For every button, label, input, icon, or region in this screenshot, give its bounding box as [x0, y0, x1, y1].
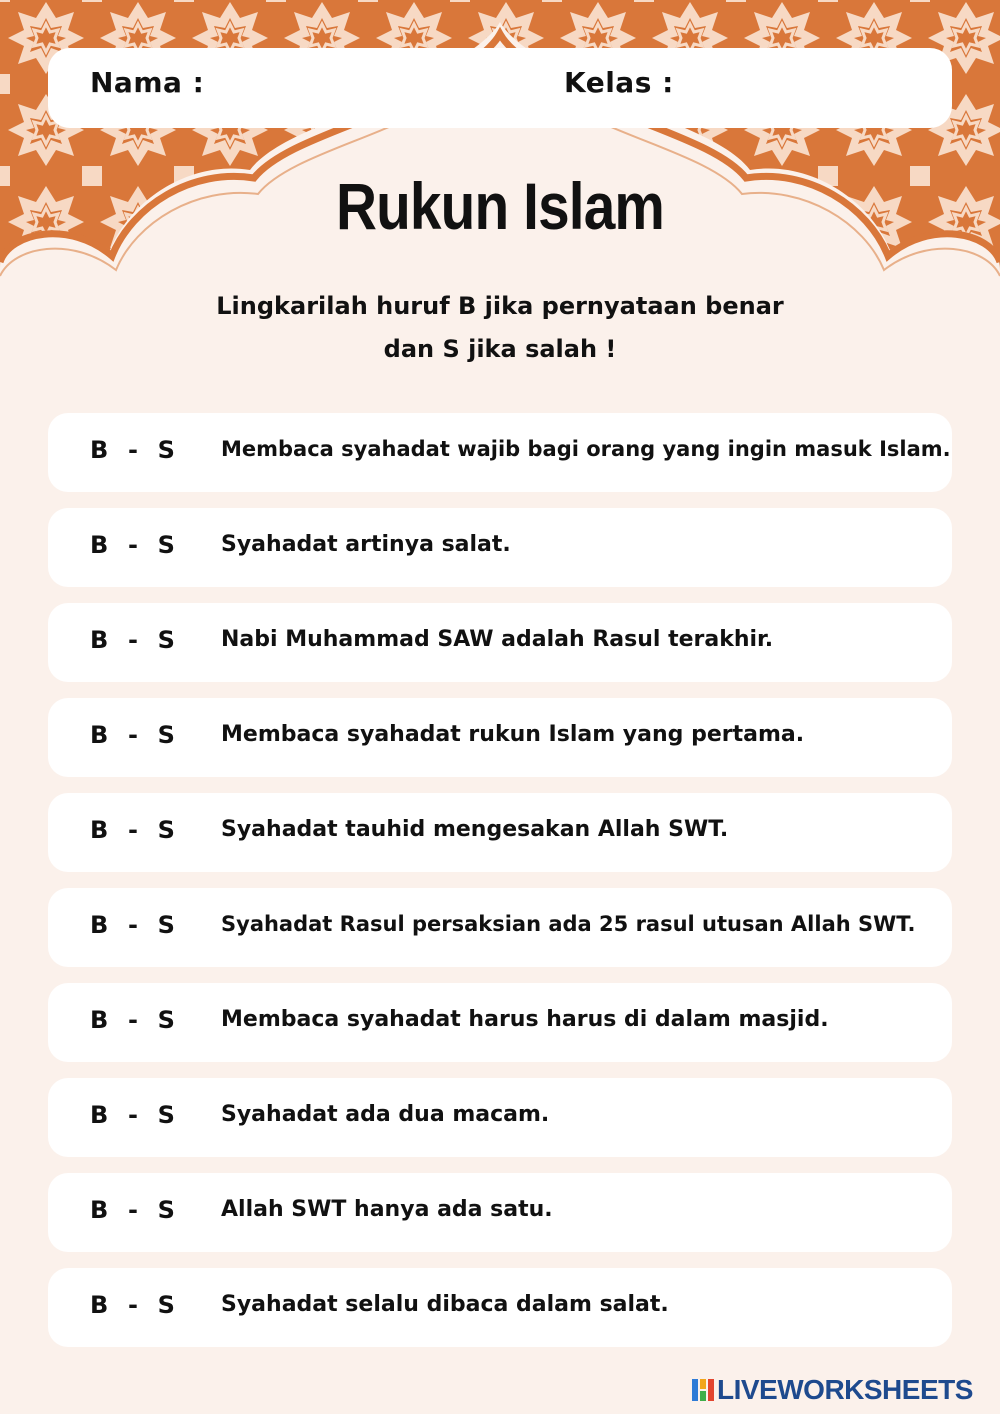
question-row	[48, 1078, 952, 1157]
question-row	[48, 508, 952, 587]
instruction-line-2: dan S jika salah !	[383, 335, 617, 363]
question-text: Membaca syahadat rukun Islam yang pertama.	[221, 722, 805, 747]
true-false-choices[interactable]: B - S	[90, 911, 176, 939]
liveworksheets-logo-icon	[692, 1379, 714, 1401]
question-row	[48, 413, 952, 492]
question-row	[48, 603, 952, 682]
true-false-choices[interactable]: B - S	[90, 1006, 176, 1034]
question-row	[48, 698, 952, 777]
question-row	[48, 1173, 952, 1252]
question-text: Syahadat tauhid mengesakan Allah SWT.	[221, 817, 729, 842]
true-false-choices[interactable]: B - S	[90, 436, 176, 464]
liveworksheets-brand[interactable]	[692, 1374, 973, 1406]
true-false-choices[interactable]: B - S	[90, 1196, 176, 1224]
question-text: Syahadat Rasul persaksian ada 25 rasul utusan Allah SWT.	[221, 912, 916, 936]
question-text: Syahadat artinya salat.	[221, 532, 511, 557]
true-false-choices[interactable]: B - S	[90, 531, 176, 559]
class-label: Kelas :	[564, 66, 674, 99]
brand-text: LIVEWORKSHEETS	[717, 1374, 973, 1405]
true-false-choices[interactable]: B - S	[90, 721, 176, 749]
true-false-choices[interactable]: B - S	[90, 1291, 176, 1319]
question-row	[48, 793, 952, 872]
name-label: Nama :	[90, 66, 205, 99]
question-text: Membaca syahadat wajib bagi orang yang ingin masuk Islam.	[221, 437, 951, 461]
question-text: Nabi Muhammad SAW adalah Rasul terakhir.	[221, 627, 774, 652]
true-false-choices[interactable]: B - S	[90, 626, 176, 654]
question-text: Membaca syahadat harus harus di dalam masjid.	[221, 1007, 829, 1032]
question-text: Syahadat selalu dibaca dalam salat.	[221, 1292, 669, 1317]
question-row	[48, 1268, 952, 1347]
header-pattern-decoration	[0, 0, 1000, 300]
question-row	[48, 888, 952, 967]
question-text: Syahadat ada dua macam.	[221, 1102, 550, 1127]
true-false-choices[interactable]: B - S	[90, 816, 176, 844]
question-text: Allah SWT hanya ada satu.	[221, 1197, 553, 1222]
instruction-line-1: Lingkarilah huruf B jika pernyataan benar	[216, 292, 784, 320]
page-title: Rukun Islam	[335, 169, 665, 243]
question-row	[48, 983, 952, 1062]
true-false-choices[interactable]: B - S	[90, 1101, 176, 1129]
